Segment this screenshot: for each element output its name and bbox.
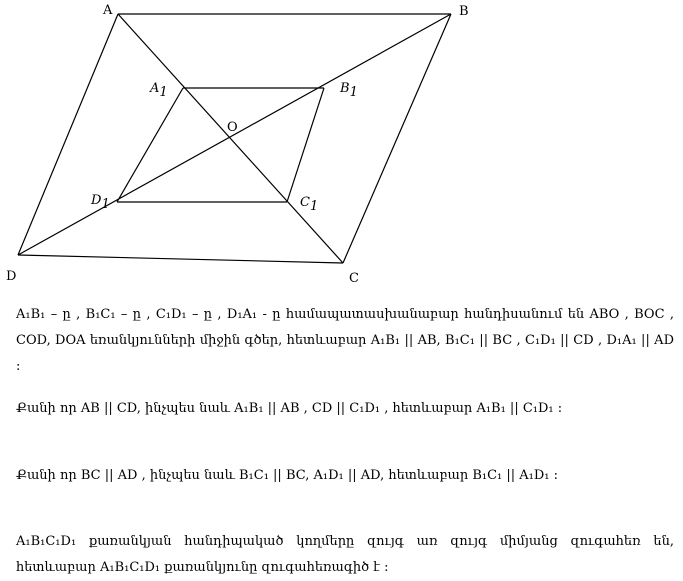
side-bc	[343, 14, 451, 263]
paragraph-ab-cd: Քանի որ AB || CD, ինչպես նաև A₁B₁ || AB , CD || C₁D₁ , հետևաբար A₁B₁ || C₁D₁ :	[16, 401, 563, 416]
side-da	[18, 14, 118, 255]
paragraph-midlines: A₁B₁ – ը , B₁C₁ – ը , C₁D₁ – ը , D₁A₁ - ը համապատասխանաբար հանդիսանում են ABO , BOC , COD, DOA եռանկյունների միջին գծեր, հետևաբար A₁B₁ || AB, B₁C₁ || BC , C₁D₁ || CD , D₁A₁ || AD :	[16, 307, 674, 374]
diagonal-ac	[118, 14, 343, 263]
label-a1: A1	[150, 81, 168, 100]
label-d1: D1	[91, 193, 110, 212]
paragraph-conclusion: A₁B₁C₁D₁ քառանկյան հանդիպակած կողմերը զույգ առ զույգ միմյանց զուգահեռ են, հետևաբար A₁B₁C₁D₁ քառանկյունը զուգահեռագիծ է :	[16, 534, 674, 575]
parallelogram-figure	[0, 0, 683, 290]
label-o: O	[227, 120, 238, 135]
label-a: A	[103, 3, 113, 18]
label-b: B	[459, 4, 469, 19]
side-cd	[18, 255, 343, 263]
label-d: D	[6, 269, 17, 284]
label-c1: C1	[300, 195, 319, 214]
side-d1a1	[117, 88, 183, 202]
label-c: C	[349, 271, 359, 286]
label-b1: B1	[340, 81, 358, 100]
side-b1c1	[287, 88, 324, 202]
paragraph-bc-ad: Քանի որ BC || AD , ինչպես նաև B₁C₁ || BC, A₁D₁ || AD, հետևաբար B₁C₁ || A₁D₁ :	[16, 468, 559, 483]
